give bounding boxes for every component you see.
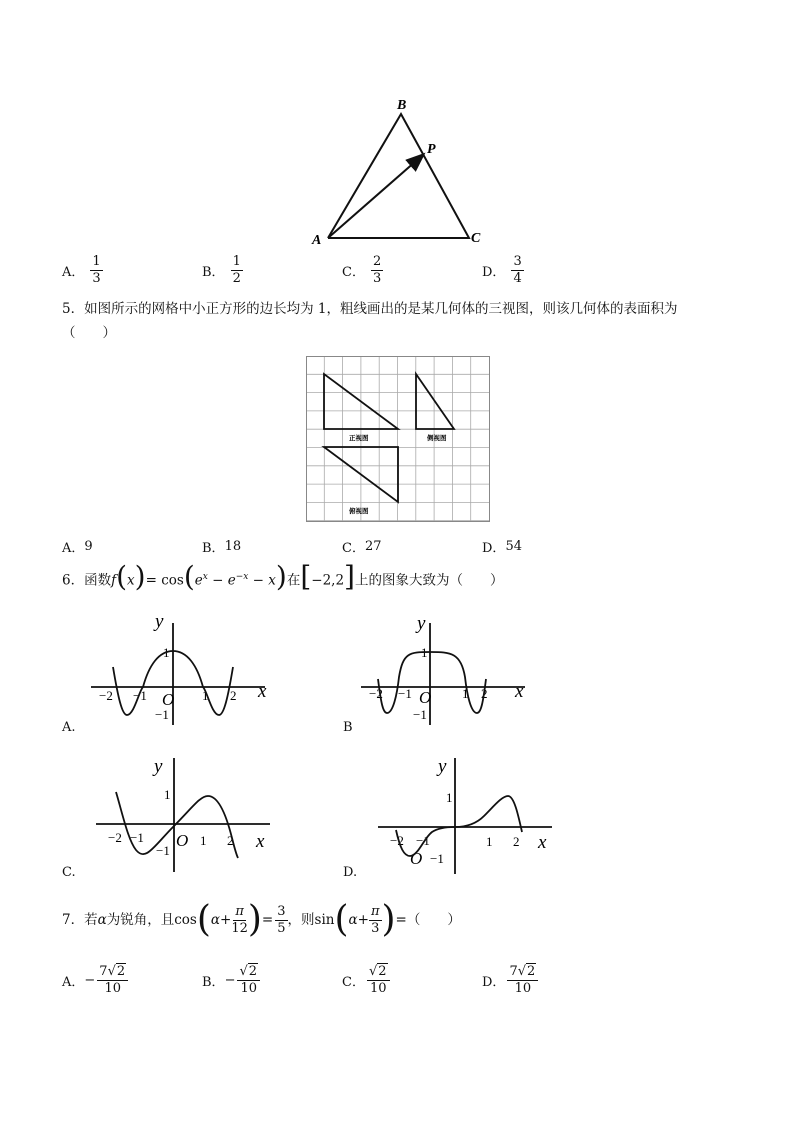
q4-option-c[interactable] <box>342 255 383 285</box>
q5-stem-line2: （ ） <box>62 325 116 341</box>
svg-text:O: O <box>419 688 432 707</box>
option-letter: B． <box>202 264 225 280</box>
graph-a-label: A. <box>62 720 76 735</box>
option-fraction: $\frac{1}{2}$ <box>232 254 241 286</box>
q5-option-b[interactable] <box>202 537 241 556</box>
front-view-label: 正视图 <box>349 435 369 442</box>
q4-option-d[interactable] <box>482 255 524 285</box>
q7-option-c[interactable]: C． $\frac{√2}{10}$ <box>342 965 390 995</box>
option-value: 54 <box>505 539 522 554</box>
graph-c[interactable] <box>90 752 290 877</box>
svg-text:x: x <box>258 681 267 702</box>
q7-option-a[interactable]: A． − $\frac{7√2}{10}$ <box>62 965 128 995</box>
q5-option-c[interactable] <box>342 537 382 556</box>
option-letter: A． <box>62 541 85 556</box>
option-fraction: $\frac{2}{3}$ <box>372 254 382 286</box>
option-value: 27 <box>364 539 382 554</box>
svg-text:1: 1 <box>200 833 207 848</box>
label-c: C <box>471 231 481 246</box>
svg-text:O: O <box>162 690 175 709</box>
side-view-label: 侧视图 <box>427 435 447 442</box>
q6-stem: 6．函数$f(x)= \cos(e^x - e^{-x} - x)$在[−2,2]上的图象大致为（ ） <box>62 559 504 593</box>
option-letter: D． <box>482 264 506 280</box>
svg-text:O: O <box>410 849 423 868</box>
option-letter: B． <box>202 541 225 556</box>
svg-text:y: y <box>438 756 447 777</box>
svg-text:1: 1 <box>164 787 171 802</box>
label-b: B <box>397 98 407 113</box>
side-view-outline <box>416 374 454 429</box>
graph-d-label: D. <box>343 865 358 880</box>
svg-text:1: 1 <box>421 645 428 660</box>
svg-text:1: 1 <box>163 645 170 660</box>
option-letter: C． <box>342 264 365 280</box>
option-value: 18 <box>224 539 242 554</box>
svg-text:−1: −1 <box>416 833 430 848</box>
svg-text:−2: −2 <box>390 833 404 848</box>
option-value: 9 <box>84 539 93 554</box>
option-letter: A． <box>62 264 85 280</box>
svg-text:2: 2 <box>227 833 234 848</box>
vector-ap <box>328 154 424 238</box>
svg-text:2: 2 <box>513 834 520 849</box>
three-view-grid <box>306 356 490 522</box>
svg-text:2: 2 <box>230 688 237 703</box>
svg-text:−2: −2 <box>108 830 122 845</box>
q5-stem-line1: 5．如图所示的网格中小正方形的边长均为 1，粗线画出的是某几何体的三视图，则该几何体的表面积为 <box>62 301 678 317</box>
graph-b[interactable] <box>355 605 555 730</box>
svg-text:−1: −1 <box>156 843 170 858</box>
svg-text:1: 1 <box>446 790 453 805</box>
svg-text:y: y <box>417 613 426 634</box>
svg-text:−2: −2 <box>369 686 383 701</box>
svg-text:1: 1 <box>486 834 493 849</box>
svg-text:x: x <box>256 831 265 852</box>
graph-c-label: C. <box>62 865 76 880</box>
svg-text:2: 2 <box>481 686 488 701</box>
graph-b-label: B <box>343 720 353 735</box>
q5-option-d[interactable] <box>482 537 522 556</box>
svg-text:x: x <box>515 681 524 702</box>
q7-option-b[interactable]: B． − $\frac{√2}{10}$ <box>202 965 260 995</box>
svg-text:−1: −1 <box>413 707 427 722</box>
svg-text:−2: −2 <box>99 688 113 703</box>
graph-a[interactable] <box>85 605 285 730</box>
option-fraction: $\frac{1}{3}$ <box>92 254 101 286</box>
label-a: A <box>312 233 322 248</box>
option-letter: D． <box>482 541 506 556</box>
q7-stem: 7．若 α 为锐角，且 cos ( α + $\frac{\pi}{12}$ ) = $\frac{3}{5}$ ，则 sin ( α + $\frac{\pi}{3}$ ) =（ ） <box>62 899 461 941</box>
svg-text:1: 1 <box>202 688 209 703</box>
q7-option-d[interactable]: D． $\frac{7√2}{10}$ <box>482 965 538 995</box>
svg-text:y: y <box>155 611 164 632</box>
svg-text:y: y <box>154 756 163 777</box>
triangle-figure <box>300 92 500 252</box>
option-fraction: $\frac{3}{4}$ <box>513 254 522 286</box>
q4-option-a[interactable] <box>62 255 103 285</box>
svg-text:−1: −1 <box>130 830 144 845</box>
svg-text:−1: −1 <box>133 688 147 703</box>
label-p: P <box>427 142 436 157</box>
q5-option-a[interactable] <box>62 537 93 556</box>
top-view-label: 俯视图 <box>349 508 369 515</box>
svg-text:x: x <box>538 832 547 853</box>
graph-d[interactable] <box>372 752 572 877</box>
q4-option-b[interactable] <box>202 255 243 285</box>
svg-text:−1: −1 <box>398 686 412 701</box>
svg-text:1: 1 <box>462 686 469 701</box>
option-letter: C． <box>342 541 365 556</box>
svg-text:−1: −1 <box>155 707 169 722</box>
svg-text:−1: −1 <box>430 851 444 866</box>
svg-text:O: O <box>176 831 189 850</box>
